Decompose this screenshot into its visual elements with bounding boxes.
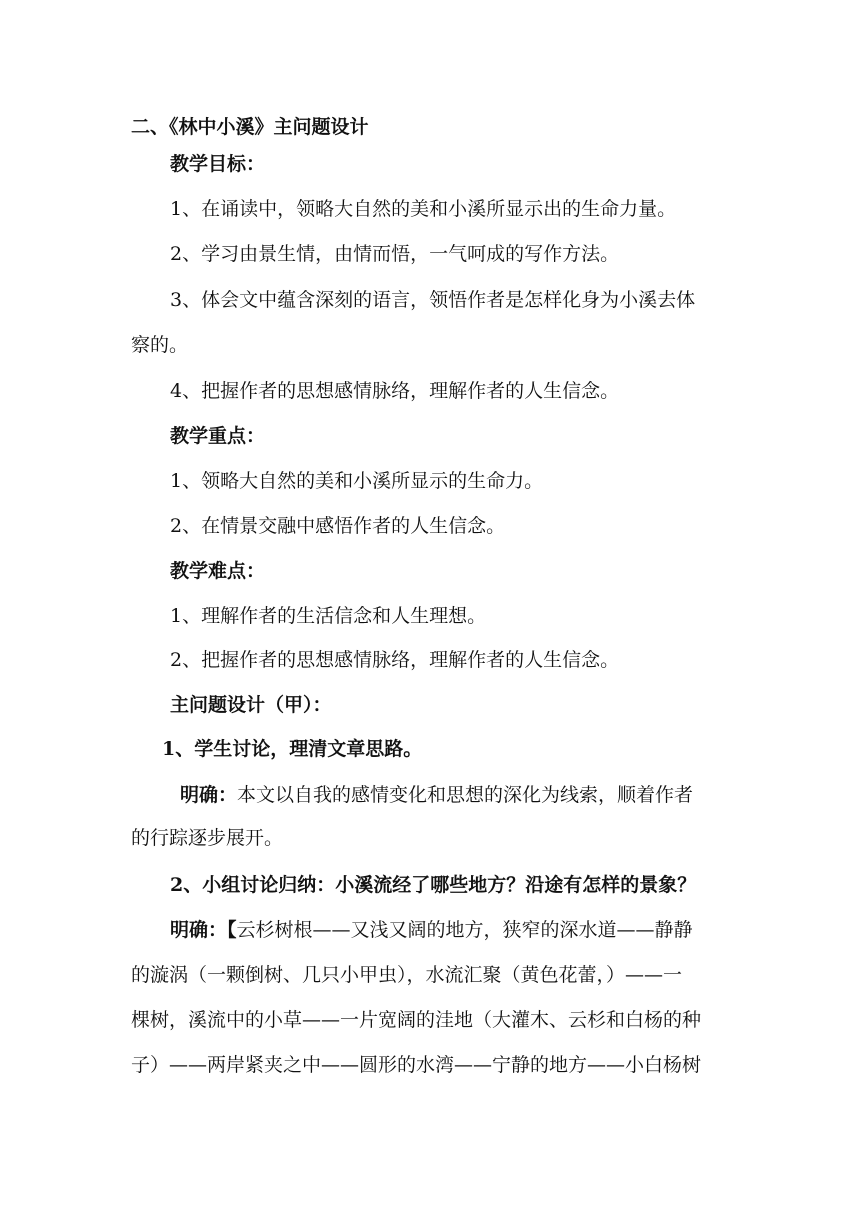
answer-2-continuation: 子）——两岸紧夹之中——圆形的水湾——宁静的地方——小白杨树 [131,1054,702,1076]
goal-item: 1、在诵读中，领略大自然的美和小溪所显示出的生命力量。 [170,198,677,220]
goals-heading: 教学目标： [170,153,266,175]
section-title: 二、《林中小溪》主问题设计 [131,116,369,138]
goal-item: 2、学习由景生情，由情而悟，一气呵成的写作方法。 [170,243,620,265]
answer-1-text: 本文以自我的感情变化和思想的深化为线索，顺着作者 [237,784,694,806]
goal-item-continuation: 察的。 [131,334,189,356]
difficulty-item: 2、把握作者的思想感情脉络，理解作者的人生信念。 [170,649,620,671]
main-question-heading: 主问题设计（甲）： [170,694,332,716]
question-2: 2、小组讨论归纳：小溪流经了哪些地方？沿途有怎样的景象？ [170,874,697,896]
answer-2-continuation: 棵树，溪流中的小草——一片宽阔的洼地（大灌木、云杉和白杨的种 [131,1009,702,1031]
answer-2-text: 云杉树根——又浅又阔的地方，狭窄的深水道——静静 [236,919,693,941]
answer-2-label: 明确：【 [170,919,237,941]
goal-item: 4、把握作者的思想感情脉络，理解作者的人生信念。 [170,380,620,402]
goal-item: 3、体会文中蕴含深刻的语言，领悟作者是怎样化身为小溪去体 [170,289,696,311]
key-point-item: 1、领略大自然的美和小溪所显示的生命力。 [170,470,544,492]
answer-1-line [180,783,693,807]
answer-2-line [170,918,693,942]
key-point-item: 2、在情景交融中感悟作者的人生信念。 [170,515,506,537]
answer-2-continuation: 的漩涡（一颗倒树、几只小甲虫），水流汇聚（黄色花蕾，）——一 [131,964,683,986]
difficulties-heading: 教学难点： [170,560,266,582]
key-points-heading: 教学重点： [170,425,266,447]
answer-1-label: 明确： [180,784,238,806]
answer-1-continuation: 的行踪逐步展开。 [131,827,284,849]
difficulty-item: 1、理解作者的生活信念和人生理想。 [170,605,487,627]
question-1: 1、学生讨论，理清文章思路。 [162,738,423,760]
